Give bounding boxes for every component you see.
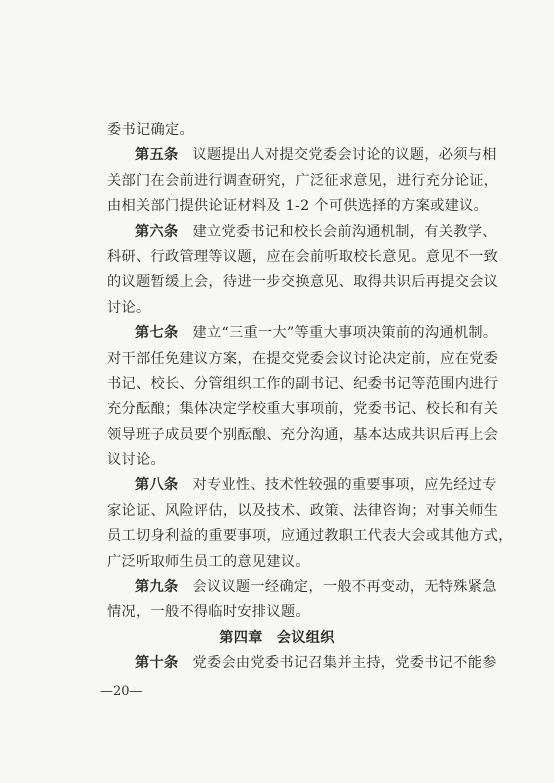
- article-text: 关部门在会前进行调查研究，广泛征求意见，进行充分论证，: [107, 172, 499, 189]
- article-text: 议题提出人对提交党委会讨论的议题，必须与相: [192, 147, 497, 164]
- article-8: [107, 473, 513, 575]
- chapter-heading: [107, 626, 447, 651]
- article-label: 第六条: [135, 223, 179, 240]
- article-text: 科研、行政管理等议题，应在会前听取校长意见。意见不一致: [107, 248, 499, 265]
- article-text: 情况，一般不得临时安排议题。: [107, 604, 310, 621]
- article-text: 员工切身利益的重要事项，应通过教职工代表大会或其他方式，: [107, 528, 513, 545]
- document-body: [107, 118, 513, 677]
- article-text: 建立党委书记和校长会前沟通机制，有关教学、: [192, 223, 497, 240]
- article-text: 由相关部门提供论证材料及 1-2 个可供选择的方案或建议。: [107, 198, 489, 215]
- article-label: 第九条: [135, 579, 179, 596]
- article-label: 第五条: [135, 147, 179, 164]
- page-number: —20—: [100, 684, 143, 699]
- article-text: 讨论。: [107, 299, 151, 316]
- chapter-number: 第四章: [219, 629, 263, 646]
- article-label: 第十条: [135, 655, 179, 672]
- article-text: 书记、校长、分管组织工作的副书记、纪委书记等范围内进行: [107, 375, 499, 392]
- article-text: 会议议题一经确定，一般不再变动，无特殊紧急: [192, 579, 497, 596]
- article-7: [107, 321, 499, 473]
- article-text: 领导班子成员要个别酝酿、充分沟通，基本达成共识后再上会: [107, 426, 499, 443]
- article-label: 第八条: [135, 477, 179, 494]
- article-9: [107, 575, 497, 626]
- continuation-line: 委书记确定。: [107, 122, 194, 138]
- chapter-title: 会议组织: [276, 629, 335, 646]
- article-6: [107, 220, 499, 322]
- article-text: 建立“三重一大”等重大事项决策前的沟通机制。: [192, 325, 498, 342]
- article-5: [107, 143, 499, 219]
- article-text: 对干部任免建议方案，在提交党委会议讨论决定前，应在党委: [107, 350, 499, 367]
- article-10: [107, 651, 497, 676]
- article-text: 广泛听取师生员工的意见建议。: [107, 553, 310, 570]
- article-text: 对专业性、技术性较强的重要事项，应先经过专: [192, 477, 497, 494]
- article-text: 议讨论。: [107, 452, 165, 469]
- article-label: 第七条: [135, 325, 179, 342]
- article-text: 党委会由党委书记召集并主持，党委书记不能参: [192, 655, 497, 672]
- article-text: 的议题暂缓上会，待进一步交换意见、取得共识后再提交会议: [107, 274, 499, 291]
- article-text: 家论证、风险评估，以及技术、政策、法律咨询；对事关师生: [107, 502, 499, 519]
- article-text: 充分酝酿；集体决定学校重大事项前，党委书记、校长和有关: [107, 401, 499, 418]
